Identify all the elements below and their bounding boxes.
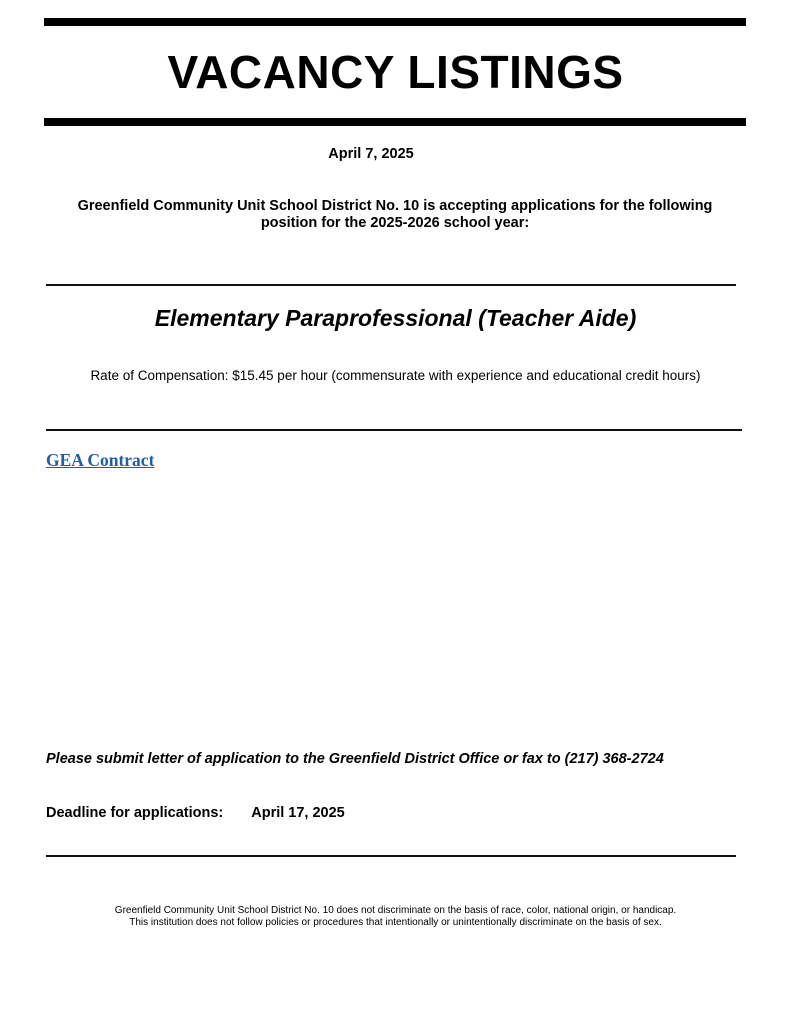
page-title: VACANCY LISTINGS [167, 46, 624, 98]
gea-contract-link[interactable]: GEA Contract [46, 450, 155, 470]
intro-paragraph [44, 198, 746, 232]
posting-date: April 7, 2025 [328, 146, 414, 162]
nondiscrimination-footer [0, 905, 791, 929]
intro-line-1: Greenfield Community Unit School District No. 10 is accepting applications for the following [77, 198, 713, 214]
header-top-rule [44, 18, 746, 26]
deadline-row [46, 804, 345, 822]
header-bottom-rule [44, 118, 746, 126]
divider-3 [46, 855, 736, 857]
intro-line-2: position for the 2025-2026 school year: [260, 215, 530, 231]
divider-1 [46, 284, 736, 286]
deadline-date: April 17, 2025 [251, 805, 345, 821]
divider-2 [46, 429, 742, 431]
deadline-label: Deadline for applications: [46, 805, 224, 821]
footer-line-2: This institution does not follow policies or procedures that intentionally or unintentionally discriminate on the basis of sex. [129, 917, 662, 928]
submission-instructions: Please submit letter of application to the Greenfield District Office or fax to (217) 368-2724 [46, 751, 664, 767]
position-title: Elementary Paraprofessional (Teacher Aide) [154, 305, 637, 331]
footer-line-1: Greenfield Community Unit School District No. 10 does not discriminate on the basis of race, color, national origin, or handicap. [114, 905, 677, 916]
compensation-text: Rate of Compensation: $15.45 per hour (commensurate with experience and educational credit hours) [90, 368, 701, 383]
